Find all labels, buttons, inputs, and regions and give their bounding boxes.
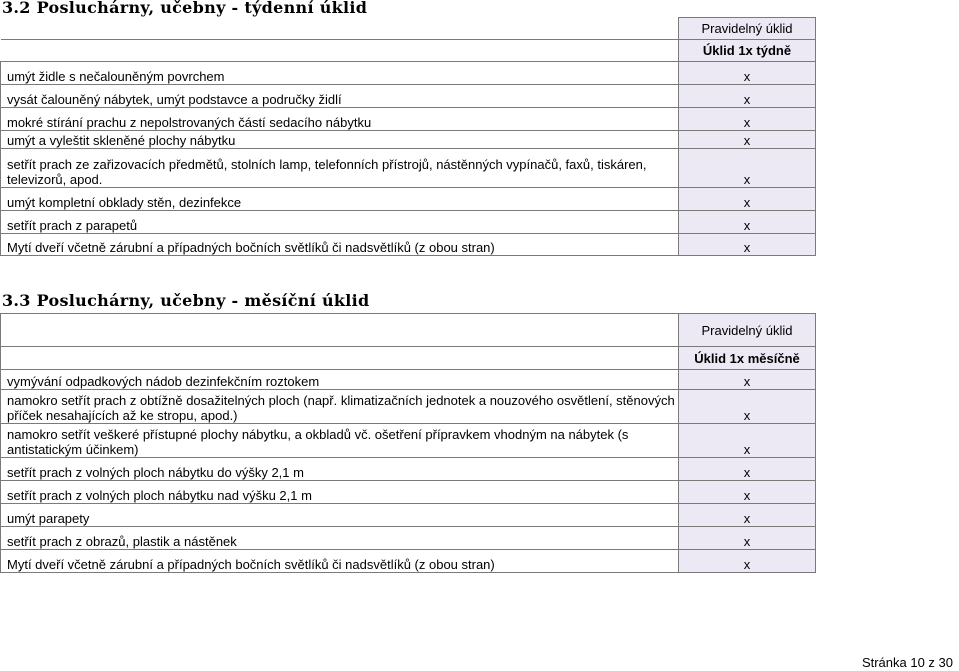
header-regular-cleaning: Pravidelný úklid bbox=[679, 18, 816, 40]
task-cell: setřít prach z obrazů, plastik a nástěnek bbox=[1, 527, 679, 550]
mark-cell: x bbox=[679, 211, 816, 234]
page-number: Stránka 10 z 30 bbox=[861, 655, 953, 670]
task-cell: umýt a vyleštit skleněné plochy nábytku bbox=[1, 131, 679, 149]
task-cell: setřít prach z volných ploch nábytku do výšky 2,1 m bbox=[1, 458, 679, 481]
task-cell: umýt parapety bbox=[1, 504, 679, 527]
mark-cell: x bbox=[679, 481, 816, 504]
mark-cell: x bbox=[679, 550, 816, 573]
mark-cell: x bbox=[679, 390, 816, 424]
task-cell: setřít prach z parapetů bbox=[1, 211, 679, 234]
mark-cell: x bbox=[679, 62, 816, 85]
task-cell: Mytí dveří včetně zárubní a případných bočních světlíků či nadsvětlíků (z obou stran) bbox=[1, 234, 679, 256]
mark-cell: x bbox=[679, 527, 816, 550]
task-cell: namokro setřít prach z obtížně dosažitelných ploch (např. klimatizačních jednotek a nouzového osvětlení, stěnových příček nesahajících až ke stropu, apod.) bbox=[1, 390, 679, 424]
mark-cell: x bbox=[679, 131, 816, 149]
task-cell: umýt židle s nečalouněným povrchem bbox=[1, 62, 679, 85]
mark-cell: x bbox=[679, 234, 816, 256]
task-cell: setřít prach z volných ploch nábytku nad výšku 2,1 m bbox=[1, 481, 679, 504]
task-cell: setřít prach ze zařizovacích předmětů, stolních lamp, telefonních přístrojů, nástěnných vypínačů, faxů, tiskáren, televizorů, apod. bbox=[1, 149, 679, 188]
mark-cell: x bbox=[679, 108, 816, 131]
weekly-cleaning-table bbox=[0, 17, 816, 256]
task-cell: Mytí dveří včetně zárubní a případných bočních světlíků či nadsvětlíků (z obou stran) bbox=[1, 550, 679, 573]
mark-cell: x bbox=[679, 85, 816, 108]
mark-cell: x bbox=[679, 188, 816, 211]
task-cell: vysát čalouněný nábytek, umýt podstavce a područky židlí bbox=[1, 85, 679, 108]
header-frequency: Úklid 1x měsíčně bbox=[679, 347, 816, 370]
task-cell: umýt kompletní obklady stěn, dezinfekce bbox=[1, 188, 679, 211]
table-corner bbox=[1, 347, 679, 370]
mark-cell: x bbox=[679, 149, 816, 188]
section-title-weekly: 3.2 Posluchárny, učebny - týdenní úklid bbox=[2, 0, 368, 17]
table-corner bbox=[1, 314, 679, 347]
table-corner bbox=[1, 40, 679, 62]
mark-cell: x bbox=[679, 424, 816, 458]
mark-cell: x bbox=[679, 504, 816, 527]
task-cell: vymývání odpadkových nádob dezinfekčním roztokem bbox=[1, 370, 679, 390]
task-cell: namokro setřít veškeré přístupné plochy nábytku, a okbladů vč. ošetření přípravkem vhodným na nábytek (s antistatickým účinkem) bbox=[1, 424, 679, 458]
task-cell: mokré stírání prachu z nepolstrovaných částí sedacího nábytku bbox=[1, 108, 679, 131]
mark-cell: x bbox=[679, 458, 816, 481]
section-title-monthly: 3.3 Posluchárny, učebny - měsíční úklid bbox=[2, 291, 370, 310]
mark-cell: x bbox=[679, 370, 816, 390]
header-frequency: Úklid 1x týdně bbox=[679, 40, 816, 62]
monthly-cleaning-table bbox=[0, 313, 816, 573]
header-regular-cleaning: Pravidelný úklid bbox=[679, 314, 816, 347]
table-corner bbox=[1, 18, 679, 40]
